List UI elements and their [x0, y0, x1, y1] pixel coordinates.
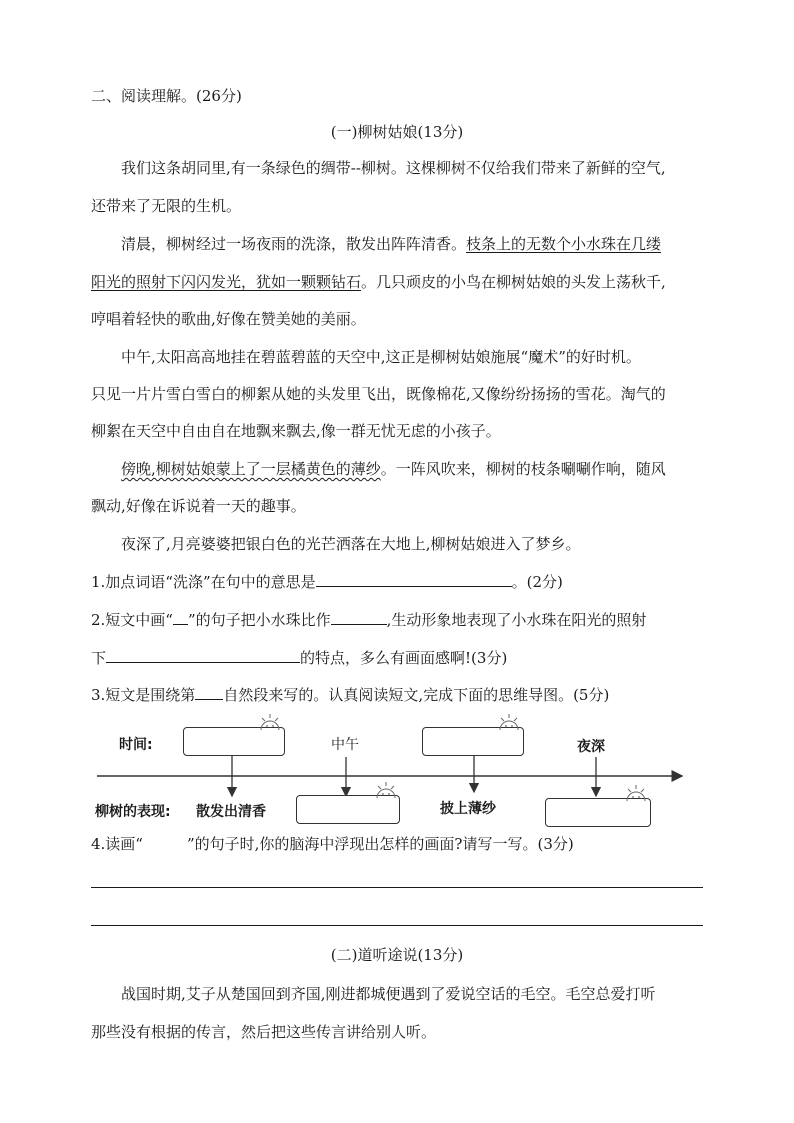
passage1-paragraph2-line3: 哼唱着轻快的歌曲,好像在赞美她的美丽。 — [91, 310, 366, 328]
question-2-text: 的特点，多么有画面感啊!(3分) — [300, 649, 508, 667]
wavy-underlined-sentence: 傍晚,柳树姑娘蒙上了一层橘黄色的薄纱 — [121, 460, 381, 478]
question-1-score: 。(2分) — [511, 573, 563, 591]
passage1-paragraph3-line2: 只见一片片雪白雪白的柳絮从她的头发里飞出，既像棉花,又像纷纷扬扬的雪花。淘气的 — [91, 385, 666, 403]
answer-blank[interactable] — [331, 609, 387, 625]
mind-map-answer-box-morning[interactable] — [183, 727, 285, 756]
underlined-simile-sentence: 枝条上的无数个小水珠在几缕 — [466, 235, 662, 253]
section-heading: 二、阅读理解。(26分) — [91, 87, 242, 105]
sun-decoration-icon — [374, 781, 398, 799]
question-1-text: 1.加点词语“洗涤”在句中的意思是 — [91, 573, 316, 591]
mind-map-evening-behavior: 披上薄纱 — [440, 801, 496, 817]
answer-blank[interactable] — [316, 571, 512, 587]
sun-decoration-icon — [624, 784, 648, 802]
answer-blank[interactable] — [195, 684, 223, 700]
question-1 — [91, 571, 563, 592]
answer-line-1[interactable] — [91, 887, 703, 888]
sun-decoration-icon — [497, 713, 521, 731]
wavy-line-symbol — [143, 834, 187, 848]
question-2-text: 2.短文中画“ — [91, 611, 173, 629]
answer-blank[interactable] — [106, 647, 300, 663]
question-2-text: ,生动形象地表现了小水珠在阳光的照射 — [386, 611, 647, 629]
paragraph2-text: 。几只顽皮的小鸟在柳树姑娘的头发上荡秋千, — [361, 273, 666, 291]
sun-decoration-icon — [258, 713, 282, 731]
mind-map-answer-box-night[interactable] — [545, 798, 651, 827]
passage1-paragraph5-line1: 夜深了,月亮婆婆把银白色的光芒洒落在大地上,柳树姑娘进入了梦乡。 — [121, 535, 581, 553]
question-2-text: 下 — [91, 649, 107, 667]
passage2-title: (二)道听途说(13分) — [330, 946, 464, 964]
underline-symbol — [173, 611, 188, 625]
paragraph2-text: 清晨，柳树经过一场夜雨的洗涤，散发出阵阵清香。 — [121, 235, 467, 253]
question-4-text: ”的句子时,你的脑海中浮现出怎样的画面?请写一写。(3分) — [186, 835, 574, 853]
paragraph4-text: 。一阵风吹来，柳树的枝条唰唰作响，随风 — [380, 460, 666, 478]
passage1-paragraph3-line1: 中午,太阳高高地挂在碧蓝碧蓝的天空中,这正是柳树姑娘施展“魔术”的好时机。 — [121, 348, 641, 366]
passage1-title: (一)柳树姑娘(13分) — [330, 123, 464, 141]
mind-map-morning-behavior: 散发出清香 — [196, 804, 266, 820]
question-4-text: 4.读画“ — [91, 835, 143, 853]
answer-line-2[interactable] — [91, 925, 703, 926]
mind-map-night-label: 夜深 — [577, 739, 605, 755]
mind-map-behavior-label: 柳树的表现: — [95, 804, 171, 820]
passage1-paragraph1-line2: 还带来了无限的生机。 — [91, 197, 242, 215]
passage1-paragraph1-line1: 我们这条胡同里,有一条绿色的绸带--柳树。这棵柳树不仅给我们带来了新鲜的空气, — [121, 159, 666, 177]
passage1-paragraph3-line3: 柳絮在天空中自由自在地飘来飘去,像一群无忧无虑的小孩子。 — [91, 422, 501, 440]
question-2-text: ”的句子把小水珠比作 — [187, 611, 331, 629]
question-3-text: 自然段来写的。认真阅读短文,完成下面的思维导图。(5分) — [223, 686, 610, 704]
question-2-line2 — [91, 647, 507, 668]
mind-map-answer-box-noon[interactable] — [296, 795, 400, 824]
mind-map-answer-box-evening[interactable] — [422, 727, 524, 756]
underlined-simile-sentence-cont: 阳光的照射下闪闪发光，犹如一颗颗钻石 — [91, 273, 362, 291]
mind-map-time-label: 时间: — [119, 737, 153, 753]
passage2-paragraph1-line1: 战国时期,艾子从楚国回到齐国,刚进都城便遇到了爱说空话的毛空。毛空总爱打听 — [121, 985, 656, 1003]
passage1-paragraph2-line1 — [121, 234, 661, 254]
question-3-text: 3.短文是围绕第 — [91, 686, 196, 704]
passage1-paragraph4-line2: 飘动,好像在诉说着一天的趣事。 — [91, 497, 306, 515]
mind-map — [0, 700, 794, 830]
question-2-line1 — [91, 609, 646, 630]
question-4 — [91, 834, 574, 854]
passage2-paragraph1-line2: 那些没有根据的传言，然后把这些传言讲给别人听。 — [91, 1023, 437, 1041]
mind-map-noon-label: 中午 — [331, 737, 359, 753]
passage1-paragraph2-line2 — [91, 272, 666, 292]
passage1-paragraph4-line1 — [121, 459, 666, 479]
